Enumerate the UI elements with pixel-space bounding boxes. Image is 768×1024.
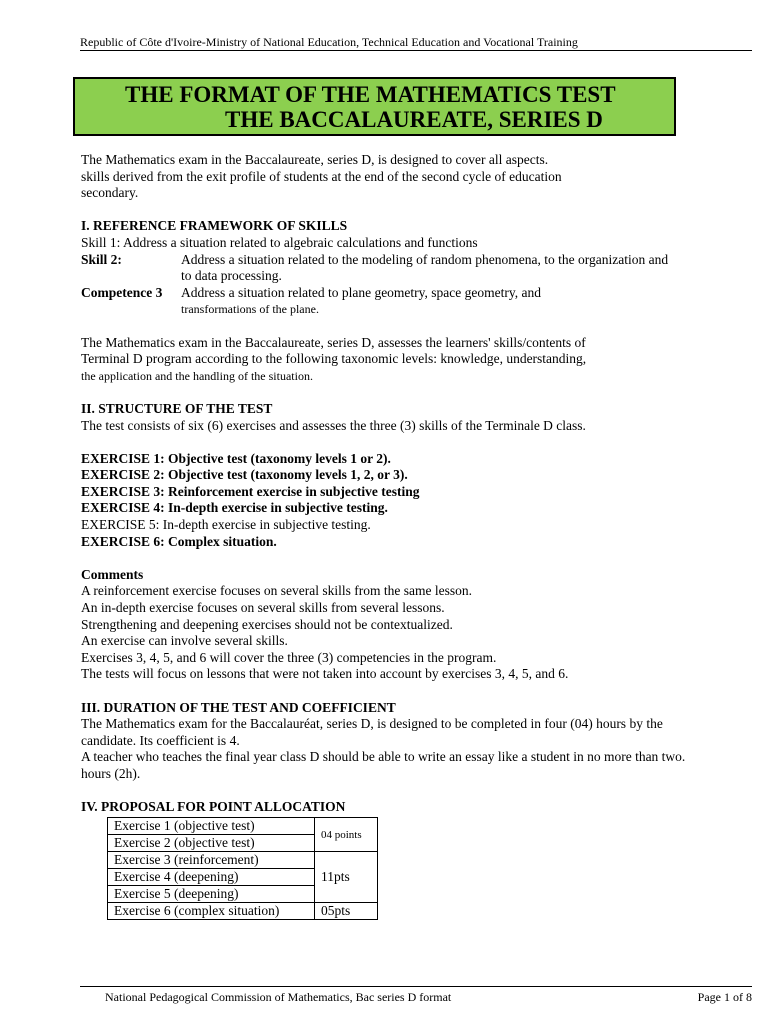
competence-3-label: Competence 3 xyxy=(81,284,163,300)
exercise-cell: Exercise 1 (objective test) xyxy=(108,818,315,835)
table-row xyxy=(108,903,378,920)
intro-line: The Mathematics exam in the Baccalaureate, series D, is designed to cover all aspects. xyxy=(81,152,549,167)
duration-line: candidate. Its coefficient is 4. xyxy=(81,732,240,748)
competence-3 xyxy=(81,285,765,302)
exercise-cell: Exercise 6 (complex situation) xyxy=(108,903,315,920)
title-line-1: THE FORMAT OF THE MATHEMATICS TEST xyxy=(125,82,616,107)
page-header: Republic of Côte d'Ivoire-Ministry of National Education, Technical Education and Vocational Training xyxy=(80,35,752,51)
title-line-2: THE BACCALAUREATE, SERIES D xyxy=(225,107,603,132)
comment-line: The tests will focus on lessons that were not taken into account by exercises 3, 4, 5, and 6. xyxy=(81,666,569,682)
exercise-cell: Exercise 5 (deepening) xyxy=(108,886,315,903)
table-row xyxy=(108,818,378,835)
exercise-3: EXERCISE 3: Reinforcement exercise in subjective testing xyxy=(81,483,420,499)
page-footer xyxy=(80,986,752,1004)
section-3-heading: III. DURATION OF THE TEST AND COEFFICIENT xyxy=(81,699,396,715)
intro-line: secondary. xyxy=(81,185,139,201)
exercise-2: EXERCISE 2: Objective test (taxonomy levels 1, 2, or 3). xyxy=(81,467,408,483)
exercise-6: EXERCISE 6: Complex situation. xyxy=(81,533,277,549)
points-cell: 11pts xyxy=(315,852,378,903)
assess-line: Terminal D program according to the following taxonomic levels: knowledge, understanding, xyxy=(81,351,587,367)
section-1-heading: I. REFERENCE FRAMEWORK OF SKILLS xyxy=(81,218,348,234)
exercise-4: EXERCISE 4: In-depth exercise in subjective testing. xyxy=(81,500,388,516)
page-number: Page 1 of 8 xyxy=(697,990,752,1004)
exercise-cell: Exercise 2 (objective test) xyxy=(108,835,315,852)
comments-heading: Comments xyxy=(81,566,144,582)
document-body xyxy=(81,152,765,816)
duration-line: A teacher who teaches the final year class D should be able to write an essay like a student in no more than two. xyxy=(81,749,686,765)
footer-left: National Pedagogical Commission of Mathematics, Bac series D format xyxy=(105,990,452,1004)
exercise-cell: Exercise 4 (deepening) xyxy=(108,869,315,886)
comment-line: A reinforcement exercise focuses on several skills from the same lesson. xyxy=(81,583,472,599)
comment-line: Strengthening and deepening exercises should not be contextualized. xyxy=(81,616,453,632)
points-cell: 05pts xyxy=(315,903,378,920)
exercise-5: EXERCISE 5: In-depth exercise in subjective testing. xyxy=(81,517,371,533)
competence-3-text: Address a situation related to plane geometry, space geometry, and xyxy=(181,284,541,300)
competence-3-text-cont: transformations of the plane. xyxy=(181,302,319,317)
skill-2-text-cont: to data processing. xyxy=(181,268,282,284)
structure-text: The test consists of six (6) exercises and assesses the three (3) skills of the Terminale D class. xyxy=(81,417,586,433)
points-table xyxy=(107,817,378,920)
section-4-heading: IV. PROPOSAL FOR POINT ALLOCATION xyxy=(81,799,346,815)
section-2-heading: II. STRUCTURE OF THE TEST xyxy=(81,400,273,416)
title-box xyxy=(73,77,676,136)
assess-line: the application and the handling of the situation. xyxy=(81,368,313,383)
skill-2-label: Skill 2: xyxy=(81,251,122,267)
duration-line: The Mathematics exam for the Baccalauréat, series D, is designed to be completed in four (04) hours by the xyxy=(81,716,663,732)
skill-2 xyxy=(81,252,765,269)
skill-1: Skill 1: Address a situation related to algebraic calculations and functions xyxy=(81,234,478,250)
skill-2-text: Address a situation related to the modeling of random phenomena, to the organization and xyxy=(181,251,669,267)
exercise-cell: Exercise 3 (reinforcement) xyxy=(108,852,315,869)
duration-line: hours (2h). xyxy=(81,765,141,781)
exercise-1: EXERCISE 1: Objective test (taxonomy levels 1 or 2). xyxy=(81,450,391,466)
points-cell: 04 points xyxy=(315,818,378,852)
intro-line: skills derived from the exit profile of students at the end of the second cycle of education xyxy=(81,168,562,184)
comment-line: Exercises 3, 4, 5, and 6 will cover the three (3) competencies in the program. xyxy=(81,649,497,665)
table-row xyxy=(108,852,378,869)
comment-line: An exercise can involve several skills. xyxy=(81,633,288,649)
assess-line: The Mathematics exam in the Baccalaureate, series D, assesses the learners' skills/contents of xyxy=(81,334,586,350)
comment-line: An in-depth exercise focuses on several skills from several lessons. xyxy=(81,600,445,616)
